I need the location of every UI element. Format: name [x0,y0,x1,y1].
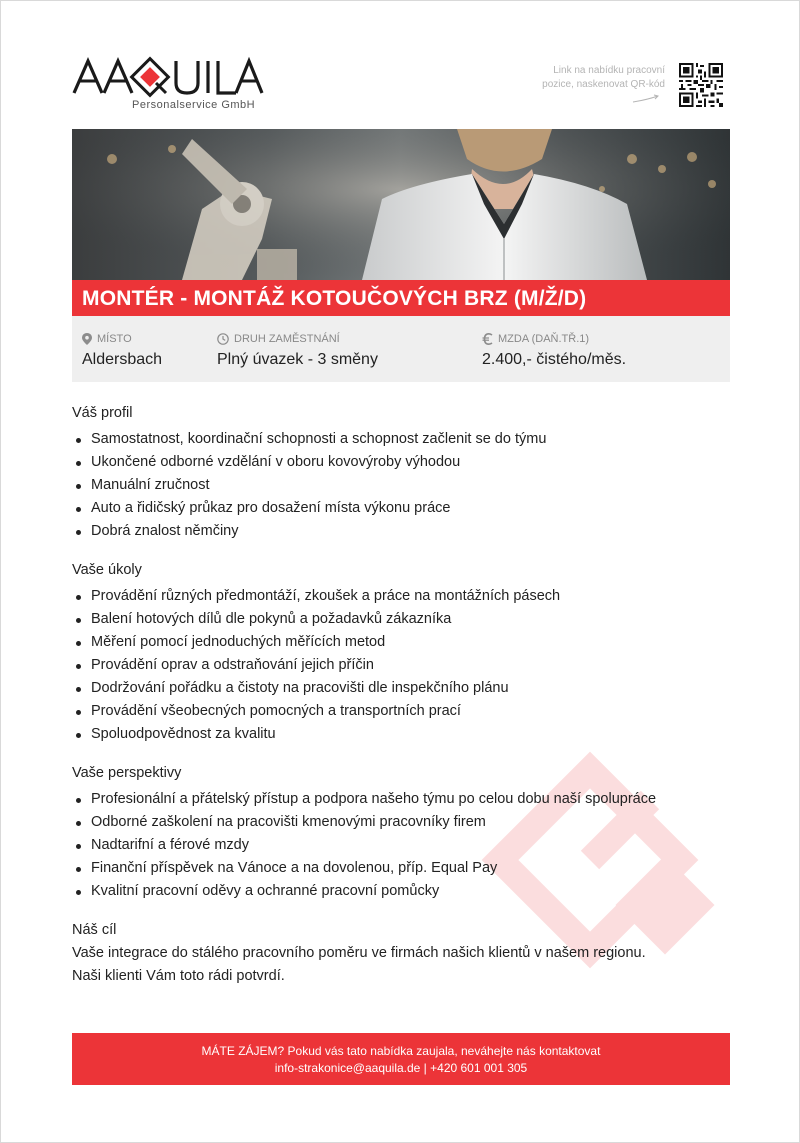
goal-text-line: Vaše integrace do stálého pracovního poměru ve firmách našich klientů v našem regionu. [72,945,646,961]
list-item: Měření pomocí jednoduchých měřících metod [72,631,730,654]
footer-contact[interactable]: info-strakonice@aaquila.de | +420 601 001 305 [274,1061,528,1075]
employment-type-label-row [217,332,378,346]
perspectives-heading: Vaše perspektivy [72,765,182,781]
list-item: Balení hotových dílů dle pokynů a požadavků zákazníka [72,608,730,631]
hero-image [72,129,730,280]
list-item: Nadtarifní a férové mzdy [72,834,730,857]
list-item: Kvalitní pracovní oděvy a ochranné pracovní pomůcky [72,880,730,903]
location-label: MÍSTO [97,333,132,345]
job-title: MONTÉR - MONTÁŽ KOTOUČOVÝCH BRZ (M/Ž/D) [82,287,587,310]
list-item: Manuální zručnost [72,474,730,497]
list-item: Provádění všeobecných pomocných a transportních prací [72,700,730,723]
goal-heading: Náš cíl [72,922,117,938]
job-description [72,403,730,1005]
profile-section [72,403,730,543]
profile-heading: Váš profil [72,405,133,421]
contact-footer [72,1033,730,1085]
arrow-right-icon [632,94,660,104]
logo-subtitle: Personalservice GmbH [132,99,256,111]
clock-icon [217,333,229,345]
list-item: Provádění různých předmontáží, zkoušek a práce na montážních pásech [72,585,730,608]
list-item: Profesionální a přátelský přístup a podpora našeho týmu po celou dobu naší spolupráce [72,788,730,811]
list-item: Samostatnost, koordinační schopnosti a schopnost začlenit se do týmu [72,428,730,451]
list-item: Spoluodpovědnost za kvalitu [72,723,730,746]
salary-block [482,332,626,369]
job-info-strip [72,316,730,382]
list-item: Odborné zaškolení na pracovišti kmenovými pracovníky firem [72,811,730,834]
tasks-section [72,560,730,746]
list-item: Auto a řidičský průkaz pro dosažení místa výkonu práce [72,497,730,520]
list-item: Finanční příspěvek na Vánoce a na dovolenou, příp. Equal Pay [72,857,730,880]
logo-wordmark [72,55,272,103]
location-block [82,332,162,369]
perspectives-section [72,763,730,903]
employment-type-block [217,332,378,369]
job-title-bar [72,280,730,316]
company-logo [72,55,272,115]
hero-illustration [72,129,730,280]
qr-code-icon[interactable] [679,63,723,107]
qr-instruction: Link na nabídku pracovní pozice, naskenovat QR-kód [542,65,665,90]
perspectives-list [72,788,730,903]
profile-list [72,428,730,543]
footer-cta: MÁTE ZÁJEM? Pokud vás tato nabídka zaujala, neváhejte nás kontaktovat [201,1044,601,1058]
list-item: Provádění oprav a odstraňování jejich příčin [72,654,730,677]
employment-type-label: DRUH ZAMĚSTNÁNÍ [234,333,340,345]
salary-label: MZDA (DAŇ.TŘ.1) [498,333,590,345]
salary-value: 2.400,- čistého/měs. [482,351,627,368]
location-pin-icon [82,333,92,345]
goal-text-line: Naši klienti Vám toto rádi potvrdí. [72,968,285,984]
tasks-list [72,585,730,746]
location-label-row [82,332,162,346]
euro-icon [482,333,493,345]
salary-label-row [482,332,626,346]
goal-section [72,920,730,988]
list-item: Ukončené odborné vzdělání v oboru kovovýroby výhodou [72,451,730,474]
list-item: Dobrá znalost němčiny [72,520,730,543]
location-value: Aldersbach [82,351,163,368]
list-item: Dodržování pořádku a čistoty na pracovišti dle inspekčního plánu [72,677,730,700]
tasks-heading: Vaše úkoly [72,562,142,578]
employment-type-value: Plný úvazek - 3 směny [217,351,378,368]
